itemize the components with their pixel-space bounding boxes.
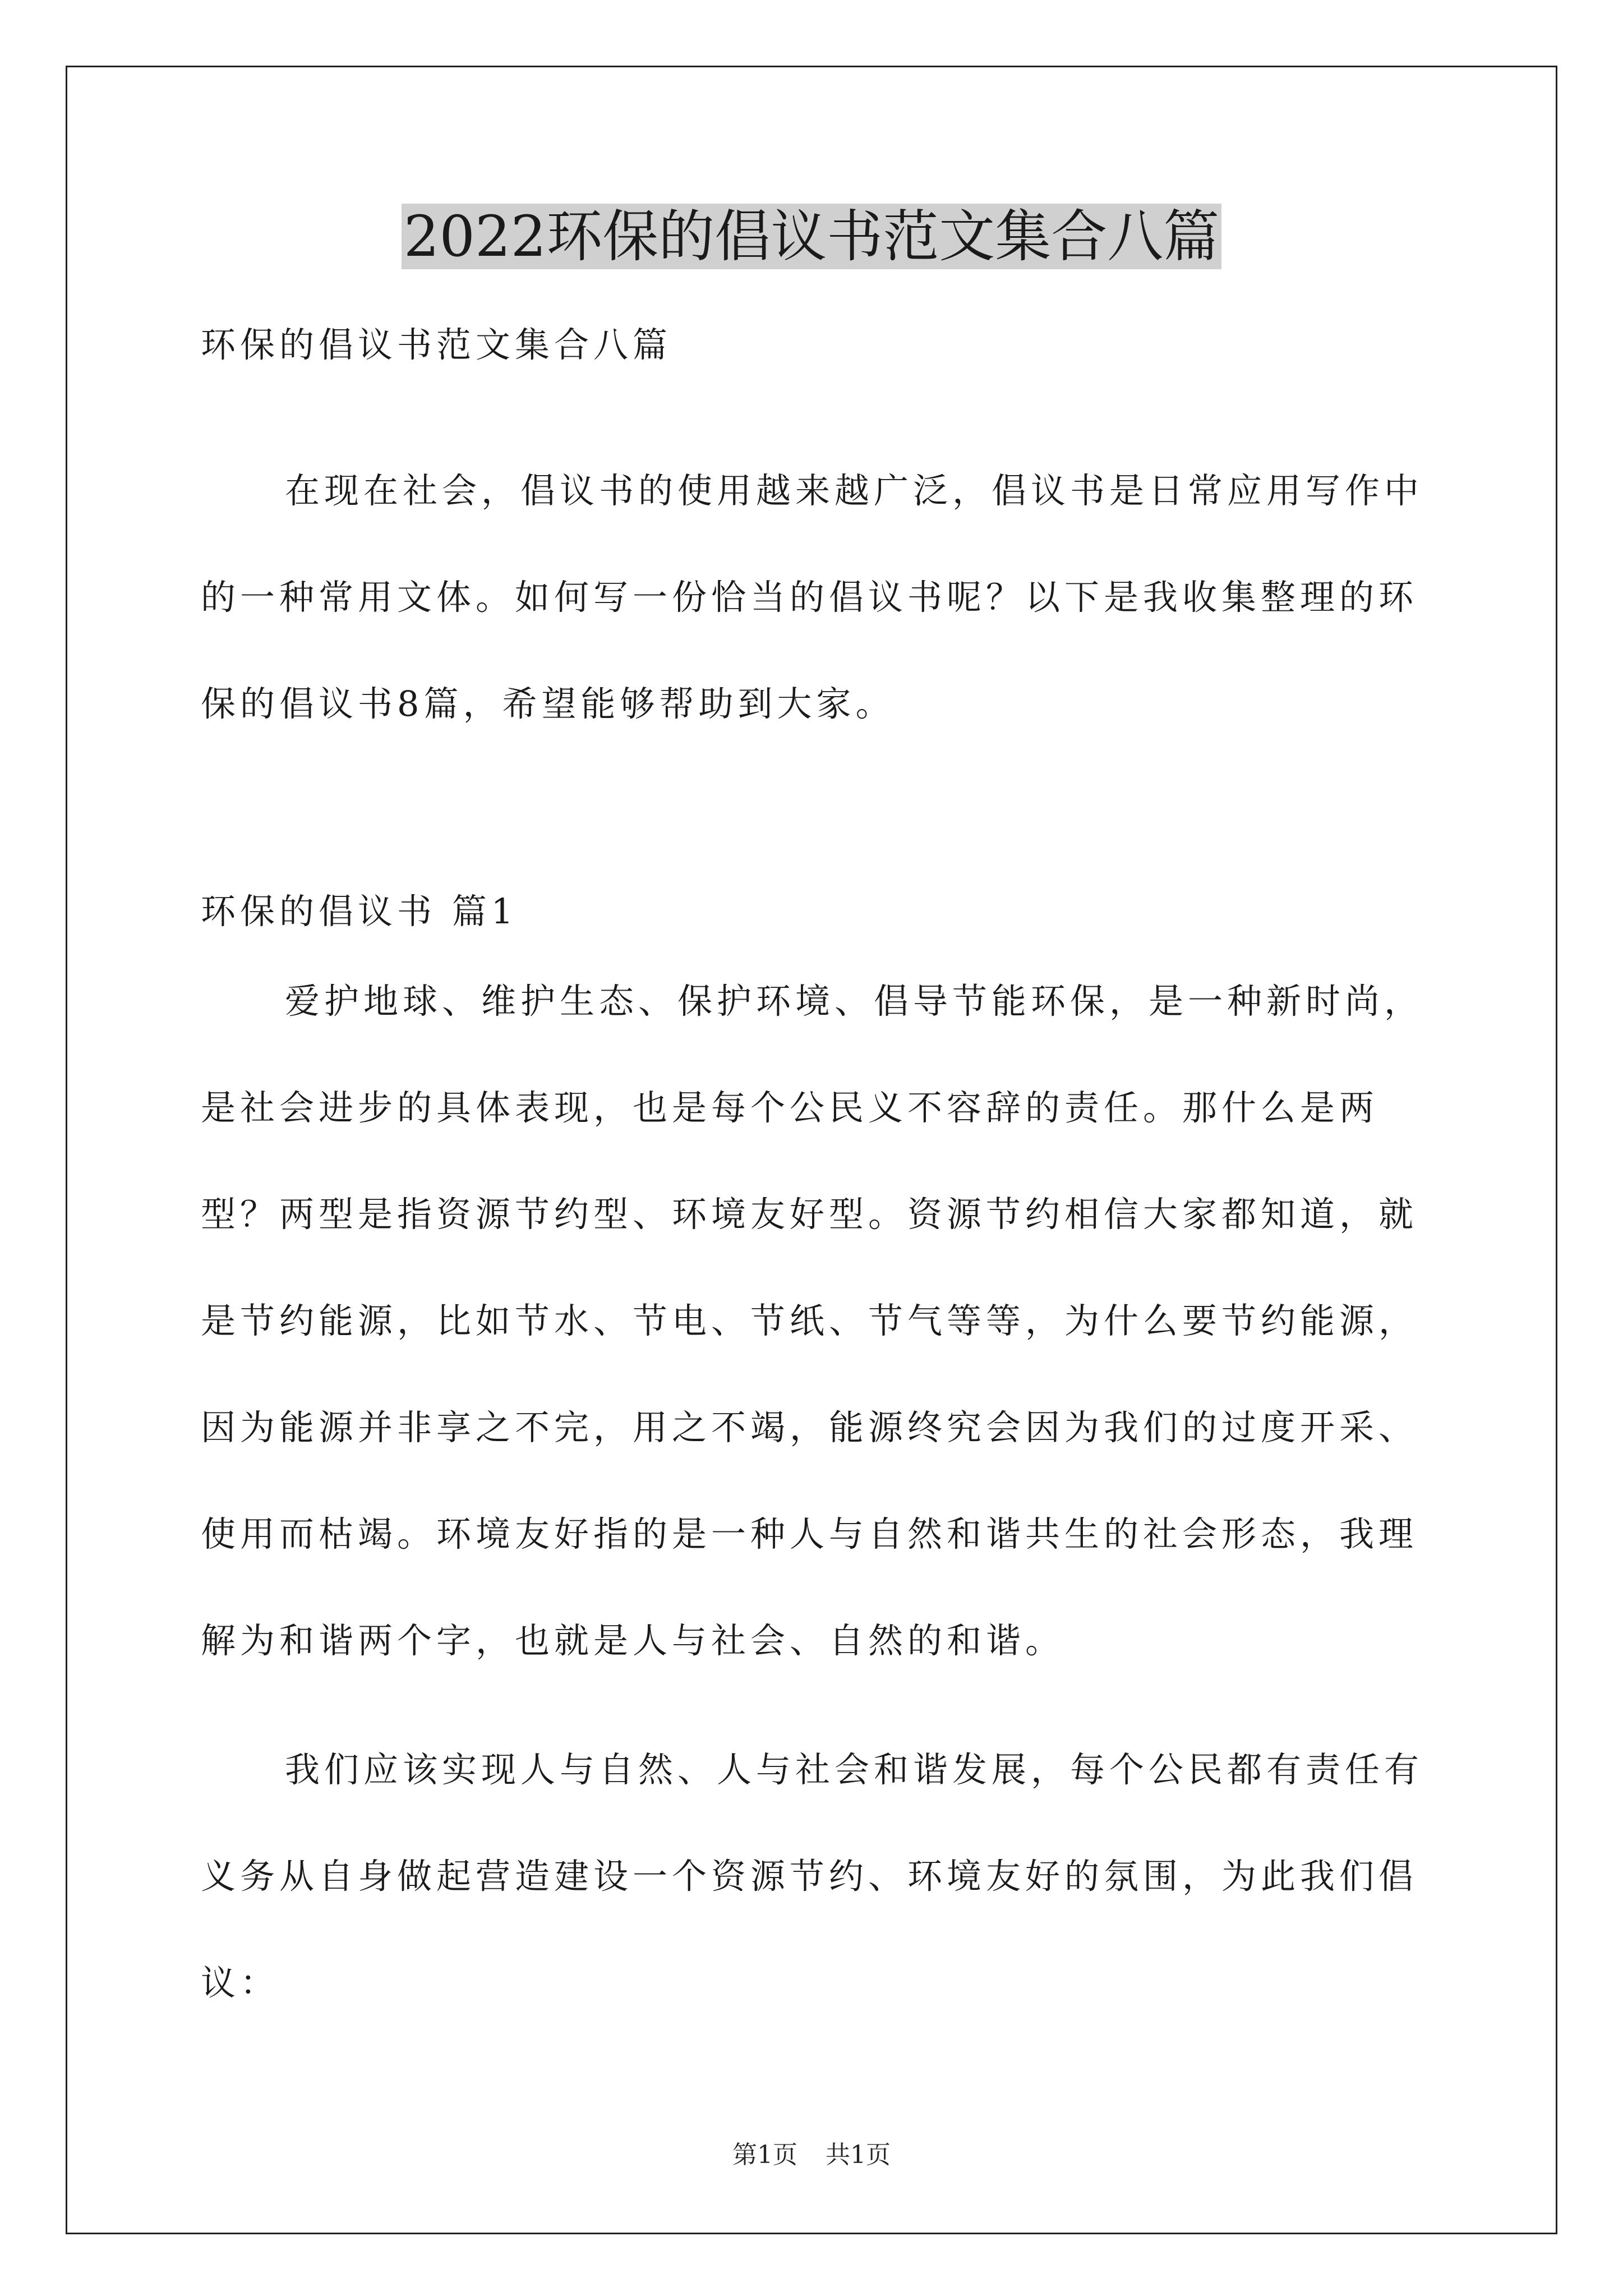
- body-paragraph: 爱护地球、维护生态、保护环境、倡导节能环保，是一种新时尚，是社会进步的具体表现，也是每个公民义不容辞的责任。那什么是两型？两型是指资源节约型、环境友好型。资源节约相信大家都知道，就是节约能源，比如节水、节电、节纸、节气等等，为什么要节约能源，因为能源并非享之不完，用之不竭，能源终究会因为我们的过度开采、使用而枯竭。环境友好指的是一种人与自然和谐共生的社会形态，我理解为和谐两个字，也就是人与社会、自然的和谐。: [201, 981, 1424, 1661]
- document-subtitle: 环保的倡议书范文集合八篇: [201, 324, 672, 365]
- body-paragraph: 我们应该实现人与自然、人与社会和谐发展，每个公民都有责任有义务从自身做起营造建设一个资源节约、环境友好的氛围，为此我们倡议：: [201, 1749, 1424, 2003]
- page-total: 共1页: [826, 2141, 891, 2169]
- section-heading: 环保的倡议书 篇1: [201, 891, 518, 932]
- intro-paragraph: 在现在社会，倡议书的使用越来越广泛，倡议书是日常应用写作中的一种常用文体。如何写一份恰当的倡议书呢？以下是我收集整理的环保的倡议书8篇，希望能够帮助到大家。: [201, 470, 1424, 724]
- page-number: 第1页: [732, 2141, 797, 2169]
- document-title-text: 2022环保的倡议书范文集合八篇: [402, 204, 1222, 269]
- document-title: [0, 197, 1623, 276]
- page-footer: [0, 2138, 1623, 2172]
